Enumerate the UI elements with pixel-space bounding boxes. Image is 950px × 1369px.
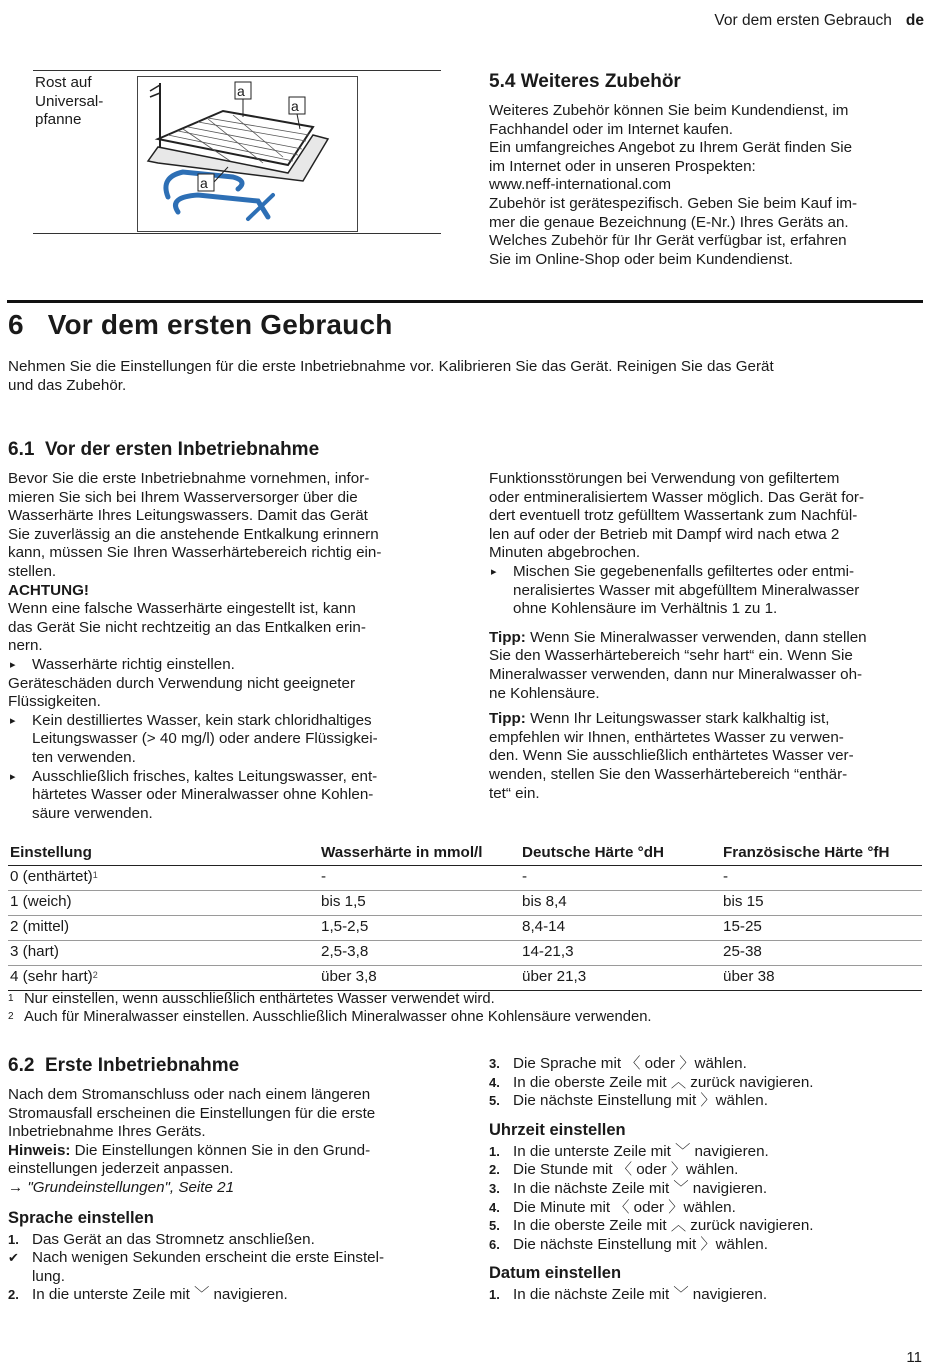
- date-subheading: Datum einstellen: [489, 1264, 622, 1283]
- list-item-text: säure verwenden.: [32, 804, 153, 822]
- text-line: len auf oder der Betrieb mit Dampf wird nach etwa 2: [489, 525, 840, 543]
- table-cell: 1 (weich): [8, 890, 319, 915]
- list-item-text: neralisiertes Wasser mit abgefülltem Mineralwasser: [513, 581, 860, 599]
- text-line: Weiteres Zubehör können Sie beim Kundendienst, im: [489, 102, 849, 119]
- cross-reference[interactable]: [8, 1179, 453, 1198]
- table-cell: über 38: [721, 965, 922, 990]
- text-line: ne Kohlensäure.: [489, 684, 600, 702]
- text-line: kann, müssen Sie Ihren Wasserhärtebereich richtig ein-: [8, 544, 382, 562]
- column-header: Einstellung: [8, 841, 319, 865]
- column-header: Deutsche Härte °dH: [520, 841, 721, 865]
- step-item: [489, 1236, 929, 1255]
- table-cell: 1,5-2,5: [319, 915, 520, 940]
- table-cell: 25-38: [721, 940, 922, 965]
- text-line: Fachhandel oder im Internet kaufen.: [489, 120, 733, 138]
- step-number: 1.: [8, 1231, 19, 1247]
- table-cell: 2 (mittel): [8, 915, 319, 940]
- list-item: [8, 656, 453, 675]
- text-line: im Internet oder in unseren Prospekten:: [489, 157, 756, 175]
- rack-on-pan-illustration: [137, 76, 358, 232]
- table-row: [8, 890, 922, 915]
- step-text: Die nächste Einstellung mit 〉wählen.: [513, 1092, 768, 1110]
- step-text: Das Gerät an das Stromnetz anschließen.: [32, 1230, 315, 1248]
- date-steps: [489, 1286, 929, 1305]
- callout-a: a: [237, 83, 245, 99]
- text-line: Sie zuverlässig an die anstehende Entkalkung erinnern: [8, 525, 379, 543]
- tip-2: [489, 710, 929, 803]
- step-item: [489, 1217, 929, 1236]
- footnote-mark: 1: [8, 993, 14, 1004]
- table-cell: bis 15: [721, 890, 922, 915]
- section-6-2-left-column: [8, 1086, 453, 1305]
- step-number: 5.: [489, 1093, 500, 1109]
- arrow-right-icon: →: [8, 1178, 24, 1196]
- list-item-text: ten verwenden.: [32, 748, 136, 766]
- time-steps: [489, 1143, 929, 1255]
- language-steps: [8, 1231, 453, 1305]
- note-label: Hinweis:: [8, 1141, 71, 1159]
- tip-label: Tipp:: [489, 628, 526, 646]
- step-result: [8, 1249, 453, 1286]
- table-cell: über 3,8: [319, 965, 520, 990]
- table-cell: -: [319, 865, 520, 890]
- water-hardness-table-wrapper: [8, 841, 922, 991]
- footnote-text: Auch für Mineralwasser einstellen. Ausschließlich Mineralwasser ohne Kohlensäure verwenden.: [24, 1009, 652, 1025]
- table-row: [8, 940, 922, 965]
- chapter-6-intro: [8, 358, 928, 395]
- cross-reference-link[interactable]: "Grundeinstellungen", Seite 21: [23, 1178, 235, 1196]
- table-cell: 3 (hart): [8, 940, 319, 965]
- table-cell: [8, 965, 319, 990]
- step-number: 1.: [489, 1143, 500, 1159]
- text-line: das Gerät Sie nicht rechtzeitig an das Entkalken erin-: [8, 618, 366, 636]
- step-item: [489, 1143, 929, 1162]
- table-row: [8, 915, 922, 940]
- warning-action-list: [8, 656, 453, 675]
- callout-a: a: [200, 175, 208, 191]
- step-number: 1.: [489, 1287, 500, 1303]
- language-subheading: Sprache einstellen: [8, 1208, 154, 1227]
- step-text: Die Minute mit 〈 oder 〉wählen.: [513, 1198, 736, 1216]
- time-subheading: Uhrzeit einstellen: [489, 1120, 626, 1139]
- text-line: Wenn Sie Mineralwasser verwenden, dann stellen: [525, 628, 867, 646]
- table-cell: 2,5-3,8: [319, 940, 520, 965]
- table-row: [8, 865, 922, 890]
- text-line: stellen.: [8, 562, 57, 580]
- text-line: einstellungen jederzeit anpassen.: [8, 1160, 234, 1178]
- page-number: 11: [906, 1349, 922, 1366]
- step-item: [8, 1286, 453, 1305]
- section-6-2-right-column: [489, 1055, 929, 1305]
- step-text: Nach wenigen Sekunden erscheint die erste Einstel-: [32, 1249, 385, 1267]
- list-item-text: ohne Kohlensäure im Verhältnis 1 zu 1.: [513, 600, 778, 618]
- accessory-table-top-rule: [33, 70, 441, 71]
- tip-label: Tipp:: [489, 710, 526, 728]
- section-5-4-heading: 5.4 Weiteres Zubehör: [489, 71, 681, 92]
- text-line: mer die genaue Bezeichnung (E-Nr.) Ihres Geräts an.: [489, 213, 849, 231]
- table-cell: über 21,3: [520, 965, 721, 990]
- step-text: Die Sprache mit 〈 oder 〉wählen.: [513, 1055, 747, 1072]
- cell-text: 4 (sehr hart): [10, 968, 93, 986]
- table-cell: 14-21,3: [520, 940, 721, 965]
- footnote: [8, 990, 928, 1008]
- text-line: wenden, stellen Sie den Wasserhärtebereich “enthär-: [489, 765, 848, 783]
- cell-text: 0 (enthärtet): [10, 868, 93, 886]
- callout-a: a: [291, 98, 299, 114]
- header-language: de: [905, 12, 924, 29]
- step-text: In die nächste Zeile mit ﹀ navigieren.: [513, 1286, 768, 1304]
- footnote-mark: 2: [8, 1011, 14, 1022]
- text-line: Nach dem Stromanschluss oder nach einem längeren: [8, 1086, 371, 1103]
- step-item: [489, 1286, 929, 1305]
- step-number: 6.: [489, 1236, 500, 1252]
- text-line: Funktionsstörungen bei Verwendung von gefiltertem: [489, 470, 840, 487]
- step-text: In die unterste Zeile mit ﹀ navigieren.: [32, 1286, 288, 1304]
- list-item: [489, 563, 929, 619]
- chapter-rule: [7, 300, 923, 303]
- table-footnotes: [8, 990, 928, 1026]
- text-line: mieren Sie sich bei Ihrem Wasserversorger über die: [8, 488, 358, 506]
- text-line: den. Wenn Sie ausschließlich enthärtetes Wasser ver-: [489, 747, 854, 765]
- accessory-label-line: pfanne: [35, 111, 82, 129]
- header-title: Vor dem ersten Gebrauch: [714, 12, 892, 29]
- text-line: Flüssigkeiten.: [8, 693, 101, 711]
- column-header: Wasserhärte in mmol/l: [319, 841, 520, 865]
- step-item: [489, 1074, 929, 1093]
- section-5-4-body: [489, 102, 929, 269]
- step-item: [489, 1199, 929, 1218]
- column-header: Französische Härte °fH: [721, 841, 922, 865]
- section-6-1-heading: 6.1 Vor der ersten Inbetriebnahme: [8, 439, 320, 460]
- table-cell: -: [520, 865, 721, 890]
- step-text: In die nächste Zeile mit ﹀ navigieren.: [513, 1179, 768, 1197]
- text-line: Stromausfall erscheinen die Einstellungen für die erste: [8, 1104, 376, 1122]
- list-item-text: ▸ Kein destilliertes Wasser, kein stark chloridhaltiges: [32, 711, 372, 729]
- step-text: Die Stunde mit 〈 oder 〉wählen.: [513, 1161, 739, 1179]
- list-item-text: ▸ Ausschließlich frisches, kaltes Leitungswasser, ent-: [32, 767, 378, 785]
- section-6-2-heading: 6.2 Erste Inbetriebnahme: [8, 1055, 240, 1076]
- step-number: 3.: [489, 1180, 500, 1196]
- step-number: 5.: [489, 1218, 500, 1234]
- list-item-text: ▸ Mischen Sie gegebenenfalls gefiltertes oder entmi-: [513, 562, 855, 580]
- text-line: Wenn eine falsche Wasserhärte eingestellt ist, kann: [8, 600, 356, 618]
- step-number: 2.: [489, 1162, 500, 1178]
- text-line: Zubehör ist gerätespezifisch. Geben Sie beim Kauf im-: [489, 194, 858, 212]
- footnote-ref: 1: [92, 870, 98, 881]
- footnote-text: Nur einstellen, wenn ausschließlich enthärtetes Wasser verwendet wird.: [24, 991, 495, 1007]
- warning-label: ACHTUNG!: [8, 581, 89, 599]
- text-line: Geräteschäden durch Verwendung nicht geeigneter: [8, 674, 356, 692]
- accessory-label-line: Universal-: [35, 92, 104, 110]
- text-line: nern.: [8, 637, 43, 655]
- list-item: [8, 712, 453, 768]
- tip-1: [489, 629, 929, 703]
- running-header: [714, 12, 924, 31]
- accessory-label: [35, 74, 130, 130]
- step-text: In die oberste Zeile mit ︿ zurück navigieren.: [513, 1217, 814, 1235]
- footnote: [8, 1008, 928, 1026]
- step-number: 3.: [489, 1056, 500, 1071]
- list-item-text: Leitungswasser (> 40 mg/l) oder andere Flüssigkei-: [32, 730, 378, 748]
- step-text: lung.: [32, 1267, 65, 1285]
- text-line: Inbetriebnahme Ihres Geräts.: [8, 1123, 206, 1141]
- text-line: Ein umfangreiches Angebot zu Ihrem Gerät finden Sie: [489, 139, 853, 157]
- step-item: [489, 1092, 929, 1111]
- text-line: Welches Zubehör für Ihr Gerät verfügbar ist, erfahren: [489, 232, 847, 250]
- list-item: [8, 768, 453, 824]
- accessory-label-line: Rost auf: [35, 74, 92, 91]
- chapter-6-title: 6 Vor dem ersten Gebrauch: [8, 309, 393, 340]
- table-cell: 8,4-14: [520, 915, 721, 940]
- text-line: Bevor Sie die erste Inbetriebnahme vornehmen, infor-: [8, 470, 370, 487]
- text-line: Wasserhärte Ihres Leitungswassers. Damit das Gerät: [8, 507, 368, 525]
- table-header-row: [8, 841, 922, 865]
- rack-on-pan-drawing: [138, 77, 357, 231]
- section-6-1-right-column: [489, 470, 929, 803]
- mixing-action-list: [489, 563, 929, 619]
- text-line: empfehlen wir Ihnen, enthärtetes Wasser zu verwen-: [489, 728, 844, 746]
- text-line: Minuten abgebrochen.: [489, 544, 641, 562]
- table-cell: -: [721, 865, 922, 890]
- table-row: [8, 965, 922, 990]
- text-line: Sie im Online-Shop oder beim Kundendienst.: [489, 250, 793, 268]
- step-item: [8, 1231, 453, 1250]
- text-line: Wenn Ihr Leitungswasser stark kalkhaltig ist,: [525, 710, 830, 728]
- text-line: Die Einstellungen können Sie in den Grund-: [70, 1141, 371, 1159]
- text-line: Nehmen Sie die Einstellungen für die erste Inbetriebnahme vor. Kalibrieren Sie das Gerät. Reinigen Sie das Gerät: [8, 358, 774, 375]
- step-text: Die nächste Einstellung mit 〉wählen.: [513, 1235, 768, 1253]
- accessory-table-bottom-rule: [33, 233, 441, 234]
- text-line: und das Zubehör.: [8, 376, 127, 394]
- table-cell: bis 8,4: [520, 890, 721, 915]
- table-cell: [8, 865, 319, 890]
- step-item: [489, 1161, 929, 1180]
- step-item: [489, 1055, 929, 1074]
- step-item: [489, 1180, 929, 1199]
- text-line: dert eventuell trotz gefülltem Wassertank zum Nachfül-: [489, 507, 858, 525]
- checkmark-icon: ✔: [8, 1250, 19, 1266]
- step-number: 4.: [489, 1074, 500, 1090]
- step-number: 4.: [489, 1199, 500, 1215]
- water-hardness-table: [8, 841, 922, 991]
- footnote-ref: 2: [92, 970, 98, 981]
- website-url: www.neff-international.com: [489, 176, 672, 194]
- step-text: In die oberste Zeile mit ︿ zurück navigieren.: [513, 1073, 814, 1091]
- table-cell: 15-25: [721, 915, 922, 940]
- damage-action-list: [8, 712, 453, 824]
- table-cell: bis 1,5: [319, 890, 520, 915]
- language-steps-continued: [489, 1055, 929, 1111]
- list-item-text: härtetes Wasser oder Mineralwasser ohne Kohlen-: [32, 786, 374, 804]
- text-line: Sie den Wasserhärtebereich “sehr hart“ ein. Wenn Sie: [489, 647, 853, 665]
- step-number: 2.: [8, 1287, 19, 1303]
- text-line: oder entmineralisiertem Wasser möglich. Das Gerät for-: [489, 488, 865, 506]
- section-6-1-left-column: [8, 470, 453, 823]
- list-item-text: Wasserhärte richtig einstellen.: [32, 655, 235, 673]
- text-line: Mineralwasser verwenden, dann nur Mineralwasser oh-: [489, 665, 863, 683]
- text-line: tet“ ein.: [489, 784, 540, 802]
- step-text: In die unterste Zeile mit ﹀ navigieren.: [513, 1142, 769, 1160]
